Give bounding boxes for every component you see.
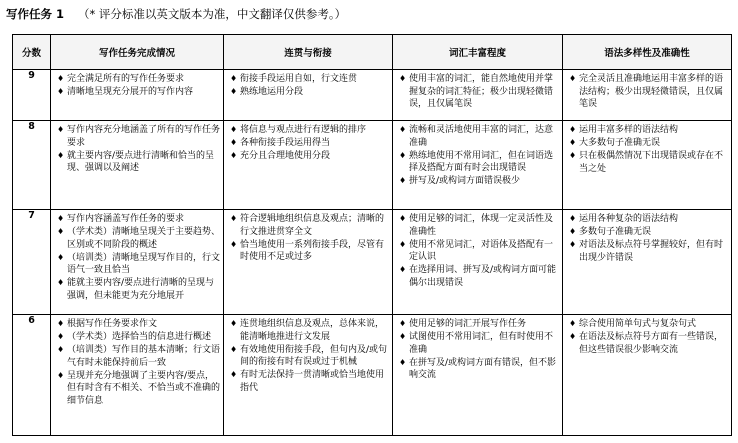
rubric-table	[12, 34, 732, 436]
task-cell	[51, 315, 224, 436]
bullet-list	[563, 210, 731, 268]
list-item: ♦ 使用足够的词汇，体现一定灵活性及准确性	[399, 213, 559, 238]
coherence-cell	[224, 210, 393, 315]
bullet-list	[51, 70, 223, 102]
col-header-lexical: 词汇丰富程度	[393, 35, 563, 70]
bullet-list	[393, 121, 562, 191]
bullet-list	[224, 121, 392, 166]
coherence-cell	[224, 315, 393, 436]
list-item: ♦ 拼写及/或构词方面错误极少	[399, 175, 559, 188]
list-item: ♦ 流畅和灵活地使用丰富的词汇，达意准确	[399, 124, 559, 149]
grammar-cell	[563, 70, 732, 121]
bullet-list	[224, 315, 392, 398]
score-cell: 7	[13, 210, 51, 315]
bullet-list	[393, 210, 562, 293]
list-item: ♦ 大多数句子准确无误	[569, 137, 728, 150]
list-item: ♦ 综合使用简单句式与复杂句式	[569, 318, 728, 331]
bullet-list	[51, 121, 223, 178]
bullet-list	[51, 210, 223, 306]
list-item: ♦ 呈现并充分地强调了主要内容/要点，但有时含有不相关、不恰当或不准确的细节信息	[57, 370, 220, 408]
grammar-cell	[563, 121, 732, 210]
list-item: ♦ （学术类）清晰地呈现关于主要趋势、区别或不同阶段的概述	[57, 226, 220, 251]
col-header-coherence: 连贯与衔接	[224, 35, 393, 70]
list-item: ♦ 清晰地呈现充分展开的写作内容	[57, 86, 220, 99]
list-item: ♦ （培训类）清晰地呈现写作目的，行文语气一致且恰当	[57, 252, 220, 277]
list-item: ♦ 有效地使用衔接手段，但句内及/或句间的衔接有时有误或过于机械	[230, 344, 389, 369]
bullet-list	[563, 315, 731, 360]
list-item: ♦ （学术类）选择恰当的信息进行概述	[57, 331, 220, 344]
list-item: ♦ 只在极偶然情况下出现错误或存在不当之处	[569, 150, 728, 175]
score-cell: 8	[13, 121, 51, 210]
lexical-cell	[393, 70, 563, 121]
table-row	[13, 315, 732, 436]
page-title	[6, 6, 346, 22]
list-item: ♦ 能就主要内容/要点进行清晰的呈现与强调，但未能更为充分地展开	[57, 277, 220, 302]
list-item: ♦ 使用不常见词汇，对语体及搭配有一定认识	[399, 239, 559, 264]
bullet-list	[224, 70, 392, 102]
table-row	[13, 210, 732, 315]
list-item: ♦ 熟练地运用分段	[230, 86, 389, 99]
lexical-cell	[393, 315, 563, 436]
list-item: ♦ 将信息与观点进行有逻辑的排序	[230, 124, 389, 137]
list-item: ♦ 连贯地组织信息及观点，总体来说，能清晰地推进行文发展	[230, 318, 389, 343]
list-item: ♦ 使用丰富的词汇，能自然地使用并掌握复杂的词汇特征；极少出现轻微错误，且仅属笔误	[399, 73, 559, 111]
list-item: ♦ 对语法及标点符号掌握较好，但有时出现少许错误	[569, 239, 728, 264]
list-item: ♦ 试图使用不常用词汇，但有时使用不准确	[399, 331, 559, 356]
task-cell	[51, 210, 224, 315]
lexical-cell	[393, 121, 563, 210]
bullet-list	[563, 70, 731, 114]
list-item: ♦ 充分且合理地使用分段	[230, 150, 389, 163]
header-row	[13, 35, 732, 70]
bullet-list	[393, 70, 562, 114]
list-item: ♦ 就主要内容/要点进行清晰和恰当的呈现、强调以及阐述	[57, 150, 220, 175]
bullet-list	[563, 121, 731, 179]
list-item: ♦ 多数句子准确无误	[569, 226, 728, 239]
col-header-score: 分数	[13, 35, 51, 70]
list-item: ♦ 各种衔接手段运用得当	[230, 137, 389, 150]
list-item: ♦ 在语法及标点符号方面有一些错误，但这些错误很少影响交流	[569, 331, 728, 356]
score-cell: 9	[13, 70, 51, 121]
list-item: ♦ 写作内容涵盖写作任务的要求	[57, 213, 220, 226]
list-item: ♦ 恰当地使用一系列衔接手段，尽管有时使用不足或过多	[230, 239, 389, 264]
col-header-grammar: 语法多样性及准确性	[563, 35, 732, 70]
list-item: ♦ 在拼写及/或构词方面有错误，但不影响交流	[399, 357, 559, 382]
coherence-cell	[224, 70, 393, 121]
bullet-list	[224, 210, 392, 267]
translation-note: （* 评分标准以英文版本为准，中文翻译仅供参考。）	[78, 7, 347, 21]
list-item: ♦ 根据写作任务要求作文	[57, 318, 220, 331]
bullet-list	[393, 315, 562, 385]
table-row	[13, 70, 732, 121]
coherence-cell	[224, 121, 393, 210]
list-item: ♦ （培训类）写作目的基本清晰；行文语气有时未能保持前后一致	[57, 344, 220, 369]
list-item: ♦ 运用各种复杂的语法结构	[569, 213, 728, 226]
list-item: ♦ 在选择用词、拼写及/或构词方面可能偶尔出现错误	[399, 264, 559, 289]
list-item: ♦ 运用丰富多样的语法结构	[569, 124, 728, 137]
task-title: 写作任务 1	[6, 7, 65, 21]
bullet-list	[51, 315, 223, 411]
list-item: ♦ 写作内容充分地涵盖了所有的写作任务要求	[57, 124, 220, 149]
list-item: ♦ 熟练地使用不常用词汇，但在词语选择及搭配方面有时会出现错误	[399, 150, 559, 175]
list-item: ♦ 衔接手段运用自如，行文连贯	[230, 73, 389, 86]
grammar-cell	[563, 210, 732, 315]
list-item: ♦ 完全灵活且准确地运用丰富多样的语法结构；极少出现轻微错误，且仅属笔误	[569, 73, 728, 111]
list-item: ♦ 有时无法保持一贯清晰或恰当地使用指代	[230, 369, 389, 394]
list-item: ♦ 完全满足所有的写作任务要求	[57, 73, 220, 86]
score-cell: 6	[13, 315, 51, 436]
table-row	[13, 121, 732, 210]
grammar-cell	[563, 315, 732, 436]
lexical-cell	[393, 210, 563, 315]
task-cell	[51, 121, 224, 210]
col-header-task: 写作任务完成情况	[51, 35, 224, 70]
list-item: ♦ 符合逻辑地组织信息及观点；清晰的行文推进贯穿全文	[230, 213, 389, 238]
list-item: ♦ 使用足够的词汇开展写作任务	[399, 318, 559, 331]
task-cell	[51, 70, 224, 121]
